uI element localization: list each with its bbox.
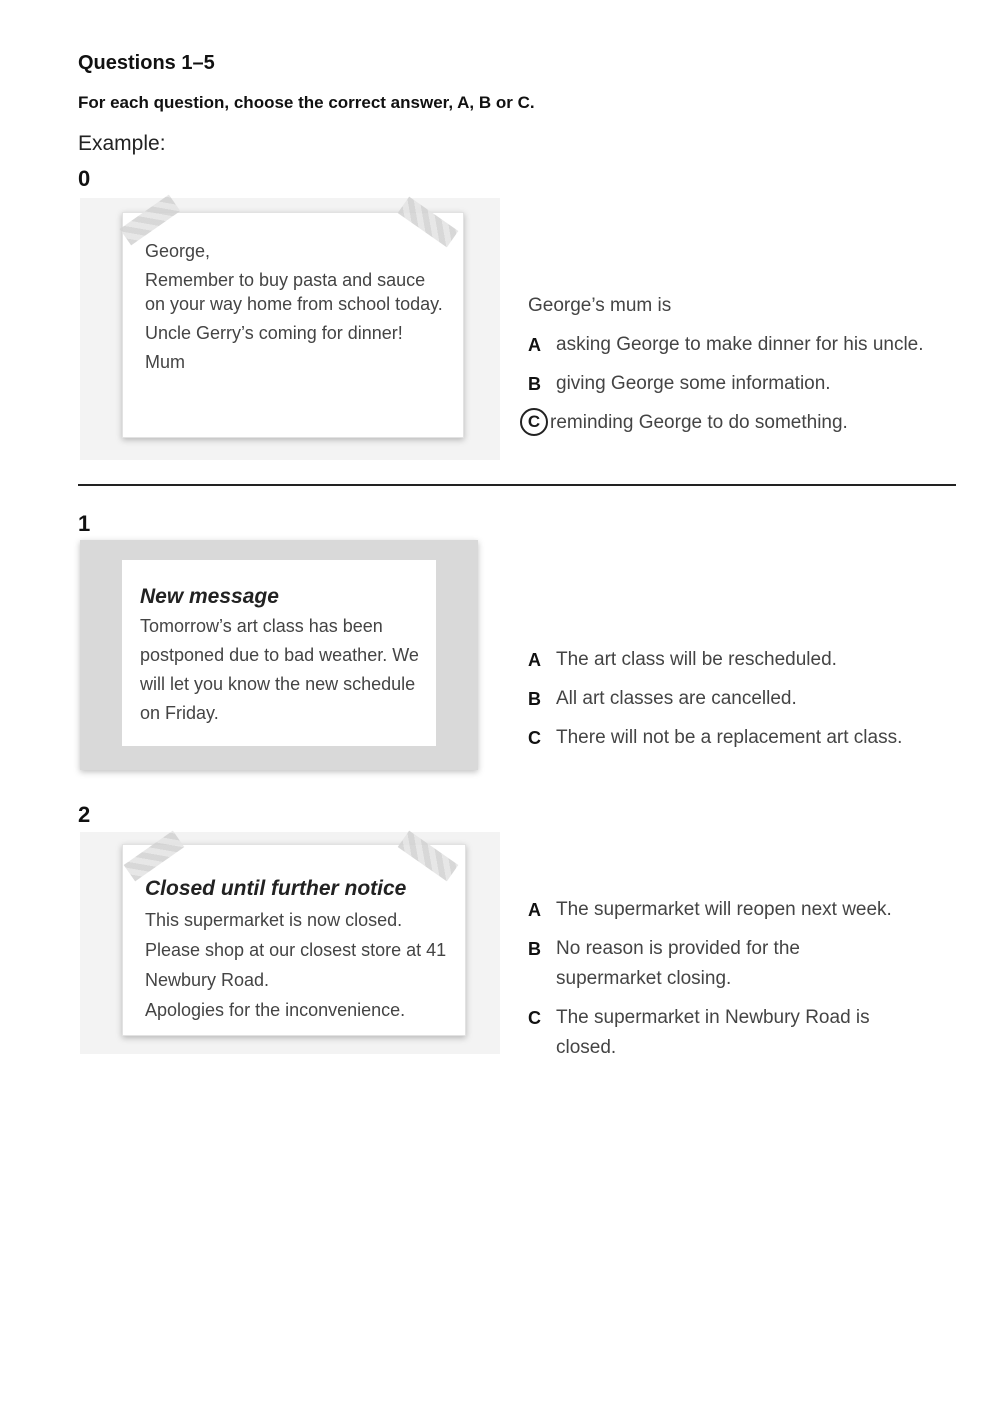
option-a[interactable] <box>528 330 948 360</box>
option-a[interactable] <box>528 895 958 925</box>
message-card <box>122 560 436 746</box>
message-title: New message <box>140 585 279 608</box>
note-line: Uncle Gerry’s coming for dinner! <box>145 323 403 343</box>
option-text: The supermarket will reopen next week. <box>556 899 892 920</box>
option-b[interactable] <box>528 369 948 399</box>
message-body: Tomorrow’s art class has been postponed due to bad weather. We will let you know the new schedule on Friday. <box>140 616 419 723</box>
option-b[interactable] <box>528 684 948 714</box>
option-letter: A <box>528 335 541 355</box>
question-stem: George’s mum is <box>528 295 672 316</box>
notice-card <box>122 844 466 1036</box>
notice-line: Apologies for the inconvenience. <box>145 1000 406 1020</box>
option-c-selected[interactable] <box>520 408 948 438</box>
section-title: Questions 1–5 <box>78 52 215 74</box>
example-number: 0 <box>78 166 91 191</box>
option-letter: A <box>528 900 541 920</box>
example-note <box>122 212 464 438</box>
option-letter: A <box>528 650 541 670</box>
example-options <box>528 330 948 438</box>
note-signoff: Mum <box>145 352 185 372</box>
instructions: For each question, choose the correct answer, A, B or C. <box>78 93 535 112</box>
section-divider <box>78 484 956 486</box>
question-2-options <box>528 895 958 1063</box>
note-greeting: George, <box>145 241 211 261</box>
option-text: asking George to make dinner for his uncle. <box>556 334 924 355</box>
option-letter: C <box>528 1008 541 1028</box>
option-text: The art class will be rescheduled. <box>556 649 837 670</box>
question-1-options <box>528 645 948 753</box>
notice-line: This supermarket is now closed. <box>145 910 403 930</box>
option-a[interactable] <box>528 645 948 675</box>
option-c[interactable] <box>528 723 948 753</box>
question-number: 1 <box>78 511 91 536</box>
option-text: reminding George to do something. <box>550 412 848 433</box>
selected-answer-circle: C <box>520 408 548 436</box>
option-letter: C <box>528 728 541 748</box>
example-label: Example: <box>78 132 166 155</box>
option-text: giving George some information. <box>556 373 831 394</box>
option-text: There will not be a replacement art class. <box>556 727 903 748</box>
note-line: Remember to buy pasta and sauce on your way home from school today. <box>145 270 443 314</box>
option-b[interactable] <box>528 934 958 994</box>
question-number: 2 <box>78 802 91 827</box>
option-letter: B <box>528 689 541 709</box>
notice-title: Closed until further notice <box>145 877 407 900</box>
option-text: The supermarket in Newbury Road is closed. <box>556 1007 870 1058</box>
option-c[interactable] <box>528 1003 958 1063</box>
option-text: All art classes are cancelled. <box>556 688 797 709</box>
notice-line: Please shop at our closest store at 41 Newbury Road. <box>145 940 447 990</box>
option-letter: B <box>528 939 541 959</box>
option-text: No reason is provided for the supermarket closing. <box>556 938 800 989</box>
option-letter: B <box>528 374 541 394</box>
